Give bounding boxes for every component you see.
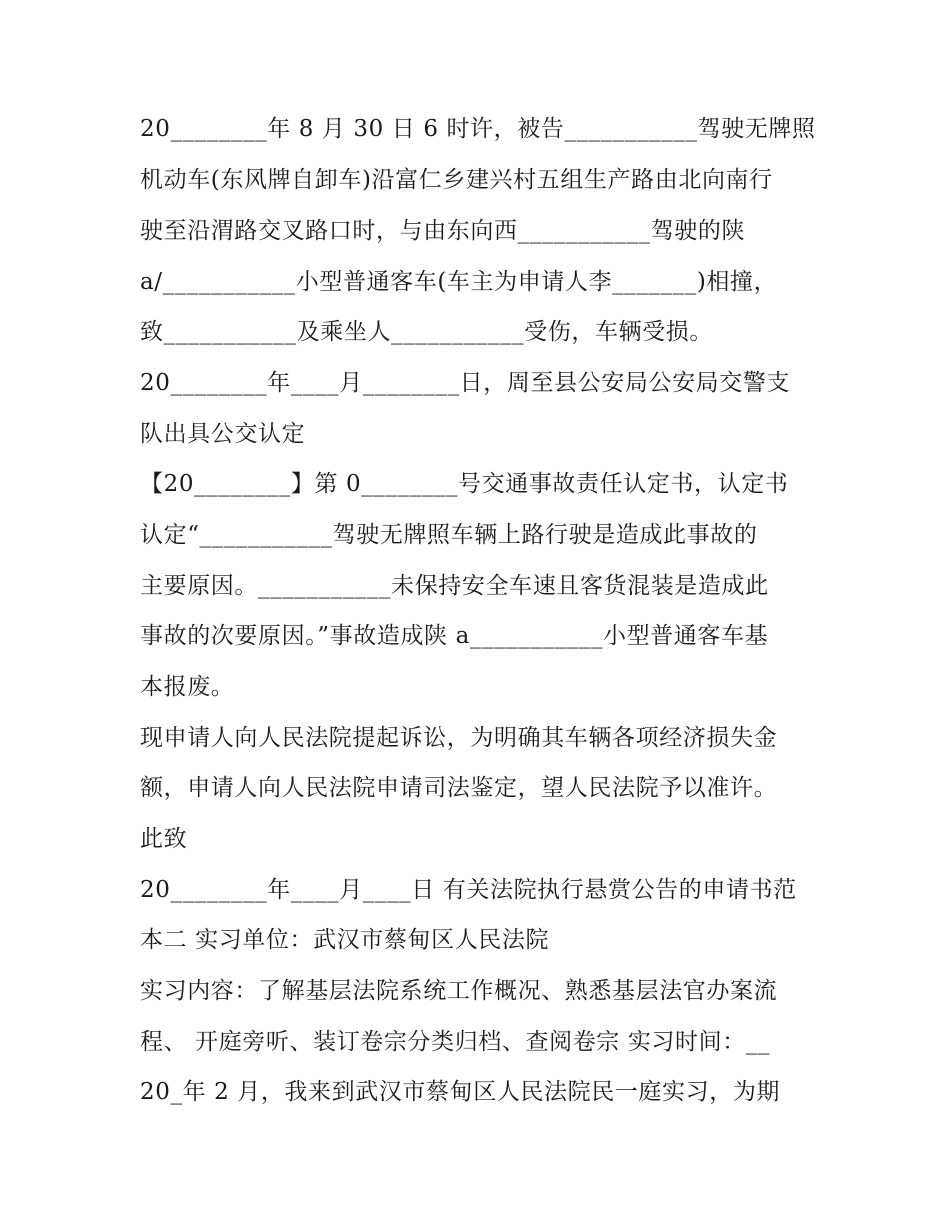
text-line: 机动车(东风牌自卸车)沿富仁乡建兴村五组生产路由北向南行 [140, 167, 773, 193]
text-line: 20________年____月________日，周至县公安局公安局交警支 [140, 370, 791, 396]
text-line: 主要原因。___________未保持安全车速且客货混装是造成此 [140, 573, 769, 599]
text-line: 此致 [140, 826, 188, 852]
text-line: 本二 实习单位：武汉市蔡甸区人民法院 [140, 927, 550, 953]
text-line: 20________年 8 月 30 日 6 时许，被告___________驾驶无牌照 [140, 116, 816, 142]
text-line: 额，申请人向人民法院申请司法鉴定，望人民法院予以准许。 [140, 775, 778, 801]
text-line: a/___________小型普通客车(车主为申请人李_______)相撞， [140, 269, 778, 295]
text-line: 20_年 2 月，我来到武汉市蔡甸区人民法院民一庭实习，为期 [140, 1079, 781, 1105]
text-line: 认定“___________驾驶无牌照车辆上路行驶是造成此事故的 [140, 522, 758, 548]
text-line: 本报废。 [140, 674, 235, 700]
text-line: 程、 开庭旁听、装订卷宗分类归档、查阅卷宗 实习时间：__ [140, 1029, 771, 1055]
text-line: 事故的次要原因。”事故造成陕 a___________小型普通客车基 [140, 623, 769, 649]
text-line: 实习内容：了解基层法院系统工作概况、熟悉基层法官办案流 [140, 978, 778, 1004]
text-line: 20________年____月____日 有关法院执行悬赏公告的申请书范 [140, 877, 797, 903]
text-line: 致___________及乘坐人___________受伤，车辆受损。 [140, 319, 713, 345]
text-line: 【20________】第 0________号交通事故责任认定书，认定书 [140, 471, 789, 497]
text-line: 现申请人向人民法院提起诉讼，为明确其车辆各项经济损失金 [140, 725, 778, 751]
text-line: 队出具公交认定 [140, 421, 306, 447]
text-line: 驶至沿渭路交叉路口时，与由东向西___________驾驶的陕 [140, 218, 746, 244]
